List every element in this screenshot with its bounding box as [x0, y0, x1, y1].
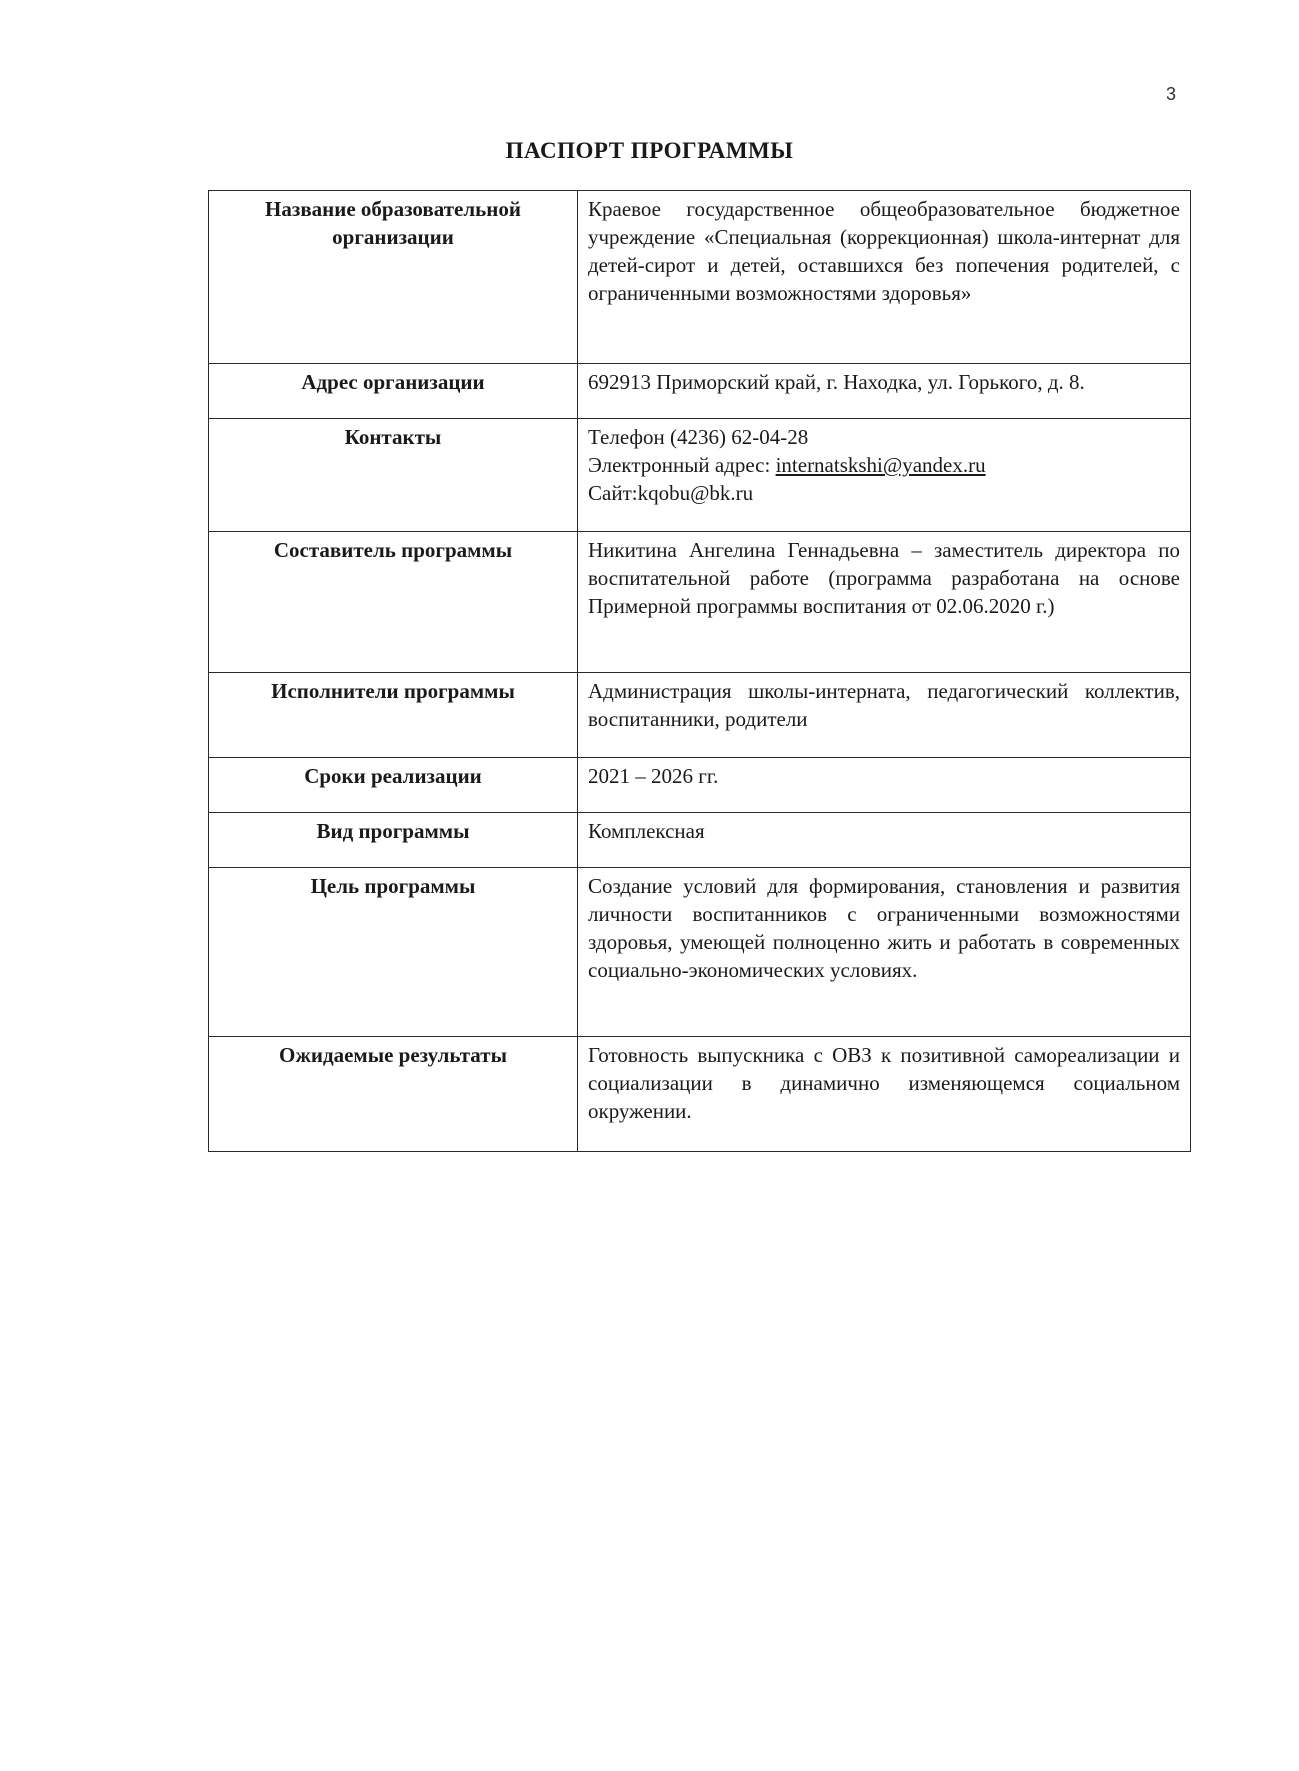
- row-value: Готовность выпускника с ОВЗ к позитивной самореализации и социализации в динамично изменяющемся социальном окружении.: [578, 1037, 1191, 1152]
- row-value: Никитина Ангелина Геннадьевна – заместитель директора по воспитательной работе (программа разработана на основе Примерной программы воспитания от 02.06.2020 г.): [578, 532, 1191, 673]
- program-passport-table: [208, 190, 1191, 1152]
- row-label: Название образовательной организации: [209, 191, 578, 364]
- table-row-address: [209, 364, 1191, 419]
- document-title: ПАСПОРТ ПРОГРАММЫ: [505, 138, 794, 163]
- row-label: Цель программы: [209, 868, 578, 1037]
- page-number: 3: [1166, 84, 1177, 104]
- row-value: Комплексная: [578, 813, 1191, 868]
- phone-text: Телефон (4236) 62-04-28: [588, 425, 809, 449]
- site-text: Сайт:kqobu@bk.ru: [588, 481, 754, 505]
- row-label: Исполнители программы: [209, 673, 578, 758]
- email-line: [588, 451, 1180, 479]
- row-label: Адрес организации: [209, 364, 578, 419]
- row-label: Ожидаемые результаты: [209, 1037, 578, 1152]
- row-value: Краевое государственное общеобразовательное бюджетное учреждение «Специальная (коррекционная) школа-интернат для детей-сирот и детей, оставшихся без попечения родителей, с ограниченными возможностями здоровья»: [578, 191, 1191, 364]
- email-link[interactable]: internatskshi@yandex.ru: [775, 453, 986, 477]
- table-row-program-type: [209, 813, 1191, 868]
- row-label: Контакты: [209, 419, 578, 532]
- row-label: Вид программы: [209, 813, 578, 868]
- email-label: Электронный адрес:: [588, 453, 776, 477]
- table-row-expected-results: [209, 1037, 1191, 1152]
- table-row-contacts: [209, 419, 1191, 532]
- row-value: Администрация школы-интерната, педагогический коллектив, воспитанники, родители: [578, 673, 1191, 758]
- row-value: 2021 – 2026 гг.: [578, 758, 1191, 813]
- row-label: Сроки реализации: [209, 758, 578, 813]
- row-value: 692913 Приморский край, г. Находка, ул. Горького, д. 8.: [578, 364, 1191, 419]
- contacts-cell: [578, 419, 1191, 532]
- table-row-executors: [209, 673, 1191, 758]
- table-row-author: [209, 532, 1191, 673]
- row-value: Создание условий для формирования, становления и развития личности воспитанников с ограниченными возможностями здоровья, умеющей полноценно жить и работать в современных социально-экономических условиях.: [578, 868, 1191, 1037]
- table-row-goal: [209, 868, 1191, 1037]
- row-label: Составитель программы: [209, 532, 578, 673]
- table-row-organization-name: [209, 191, 1191, 364]
- table-row-terms: [209, 758, 1191, 813]
